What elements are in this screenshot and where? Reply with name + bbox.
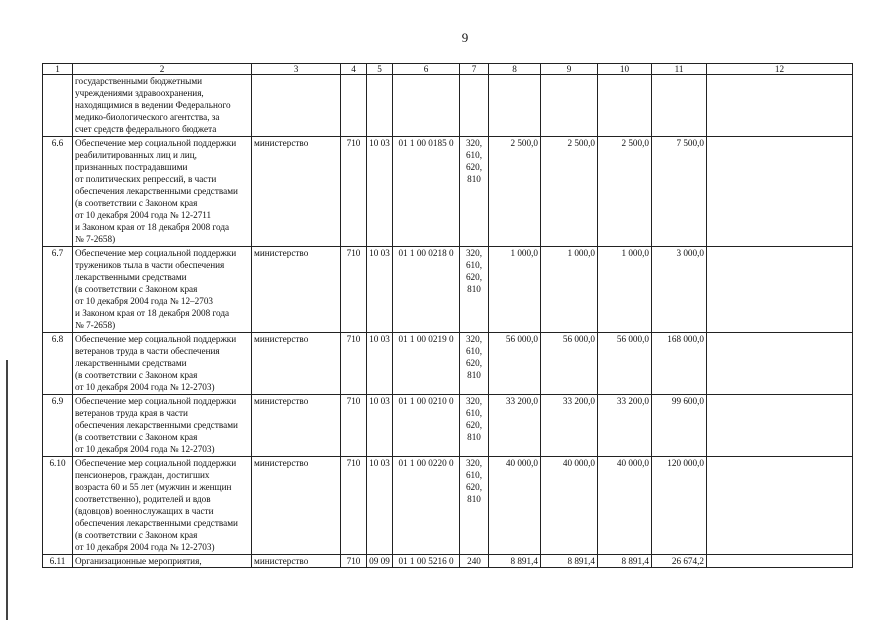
expected-result xyxy=(707,137,853,247)
target-code xyxy=(393,75,460,137)
budget-table xyxy=(42,63,853,568)
measure-description: Обеспечение мер социальной поддержки ветеранов труда в части обеспечения лекарственными средствами (в соответствии с Законом края от 10 декабря 2004 года № 12-2703) xyxy=(73,333,252,395)
table-row xyxy=(43,333,853,395)
expected-result xyxy=(707,395,853,457)
total-amount: 7 500,0 xyxy=(652,137,707,247)
grbs-code: 710 xyxy=(341,555,367,568)
year-1-amount: 33 200,0 xyxy=(489,395,541,457)
expense-type-code: 320, 610, 620, 810 xyxy=(460,457,489,555)
total-amount xyxy=(652,75,707,137)
expense-type-code: 240 xyxy=(460,555,489,568)
expense-type-code: 320, 610, 620, 810 xyxy=(460,247,489,333)
section-code xyxy=(367,75,393,137)
column-header: 5 xyxy=(367,64,393,75)
row-number: 6.7 xyxy=(43,247,73,333)
expense-type-code: 320, 610, 620, 810 xyxy=(460,395,489,457)
column-header: 12 xyxy=(707,64,853,75)
measure-description: Обеспечение мер социальной поддержки ветеранов труда края в части обеспечения лекарственными средствами (в соответствии с Законом края от 10 декабря 2004 года № 12-2703) xyxy=(73,395,252,457)
executor: министерство xyxy=(252,247,341,333)
target-code: 01 1 00 0185 0 xyxy=(393,137,460,247)
total-amount: 168 000,0 xyxy=(652,333,707,395)
year-1-amount xyxy=(489,75,541,137)
grbs-code: 710 xyxy=(341,247,367,333)
section-code: 10 03 xyxy=(367,137,393,247)
column-header: 3 xyxy=(252,64,341,75)
column-header: 6 xyxy=(393,64,460,75)
table-row xyxy=(43,137,853,247)
table-row xyxy=(43,247,853,333)
total-amount: 3 000,0 xyxy=(652,247,707,333)
column-header: 2 xyxy=(73,64,252,75)
section-code: 10 03 xyxy=(367,395,393,457)
expected-result xyxy=(707,333,853,395)
year-3-amount: 1 000,0 xyxy=(598,247,652,333)
expected-result xyxy=(707,75,853,137)
measure-description: государственными бюджетными учреждениями здравоохранения, находящимися в ведении Федерального медико-биологического агентства, за счет средств федерального бюджета xyxy=(73,75,252,137)
year-3-amount: 40 000,0 xyxy=(598,457,652,555)
executor: министерство xyxy=(252,555,341,568)
table-row xyxy=(43,457,853,555)
year-1-amount: 40 000,0 xyxy=(489,457,541,555)
column-header: 10 xyxy=(598,64,652,75)
section-code: 10 03 xyxy=(367,457,393,555)
total-amount: 26 674,2 xyxy=(652,555,707,568)
column-header: 7 xyxy=(460,64,489,75)
year-2-amount xyxy=(541,75,598,137)
measure-description: Обеспечение мер социальной поддержки тружеников тыла в части обеспечения лекарственными средствами (в соответствии с Законом края от 10 декабря 2004 года № 12–2703 и Законом края от 18 декабря 2008 года № 7-2658) xyxy=(73,247,252,333)
year-3-amount xyxy=(598,75,652,137)
year-1-amount: 56 000,0 xyxy=(489,333,541,395)
section-code: 10 03 xyxy=(367,247,393,333)
expense-type-code: 320, 610, 620, 810 xyxy=(460,333,489,395)
column-header: 8 xyxy=(489,64,541,75)
target-code: 01 1 00 0218 0 xyxy=(393,247,460,333)
grbs-code: 710 xyxy=(341,137,367,247)
column-header: 4 xyxy=(341,64,367,75)
grbs-code: 710 xyxy=(341,333,367,395)
year-1-amount: 2 500,0 xyxy=(489,137,541,247)
year-2-amount: 56 000,0 xyxy=(541,333,598,395)
target-code: 01 1 00 0220 0 xyxy=(393,457,460,555)
year-3-amount: 8 891,4 xyxy=(598,555,652,568)
target-code: 01 1 00 0219 0 xyxy=(393,333,460,395)
measure-description: Обеспечение мер социальной поддержки пенсионеров, граждан, достигших возраста 60 и 55 лет (мужчин и женщин соответственно), родителей и вдов (вдовцов) военнослужащих в части обеспечения лекарственными средствами (в соответствии с Законом края от 10 декабря 2004 года № 12-2703) xyxy=(73,457,252,555)
measure-description: Обеспечение мер социальной поддержки реабилитированных лиц и лиц, признанных пострадавшими от политических репрессий, в части обеспечения лекарственными средствами (в соответствии с Законом края от 10 декабря 2004 года № 12-2711 и Законом края от 18 декабря 2008 года № 7-2658) xyxy=(73,137,252,247)
year-3-amount: 33 200,0 xyxy=(598,395,652,457)
target-code: 01 1 00 5216 0 xyxy=(393,555,460,568)
executor xyxy=(252,75,341,137)
expected-result xyxy=(707,247,853,333)
column-header: 11 xyxy=(652,64,707,75)
page-number: 9 xyxy=(461,30,469,45)
row-number xyxy=(43,75,73,137)
year-2-amount: 8 891,4 xyxy=(541,555,598,568)
total-amount: 120 000,0 xyxy=(652,457,707,555)
grbs-code: 710 xyxy=(341,395,367,457)
column-header: 1 xyxy=(43,64,73,75)
row-number: 6.9 xyxy=(43,395,73,457)
section-code: 10 03 xyxy=(367,333,393,395)
grbs-code: 710 xyxy=(341,457,367,555)
table-row xyxy=(43,555,853,568)
year-1-amount: 1 000,0 xyxy=(489,247,541,333)
executor: министерство xyxy=(252,395,341,457)
expense-type-code xyxy=(460,75,489,137)
measure-description: Организационные мероприятия, xyxy=(73,555,252,568)
year-2-amount: 33 200,0 xyxy=(541,395,598,457)
year-1-amount: 8 891,4 xyxy=(489,555,541,568)
year-3-amount: 2 500,0 xyxy=(598,137,652,247)
table-row xyxy=(43,75,853,137)
year-2-amount: 2 500,0 xyxy=(541,137,598,247)
column-header: 9 xyxy=(541,64,598,75)
year-2-amount: 1 000,0 xyxy=(541,247,598,333)
target-code: 01 1 00 0210 0 xyxy=(393,395,460,457)
executor: министерство xyxy=(252,137,341,247)
row-number: 6.10 xyxy=(43,457,73,555)
scan-edge-mark xyxy=(6,360,8,620)
row-number: 6.8 xyxy=(43,333,73,395)
year-3-amount: 56 000,0 xyxy=(598,333,652,395)
table-row xyxy=(43,395,853,457)
executor: министерство xyxy=(252,457,341,555)
expected-result xyxy=(707,555,853,568)
grbs-code xyxy=(341,75,367,137)
expense-type-code: 320, 610, 620, 810 xyxy=(460,137,489,247)
row-number: 6.11 xyxy=(43,555,73,568)
total-amount: 99 600,0 xyxy=(652,395,707,457)
section-code: 09 09 xyxy=(367,555,393,568)
year-2-amount: 40 000,0 xyxy=(541,457,598,555)
executor: министерство xyxy=(252,333,341,395)
expected-result xyxy=(707,457,853,555)
header-row xyxy=(43,64,853,75)
row-number: 6.6 xyxy=(43,137,73,247)
